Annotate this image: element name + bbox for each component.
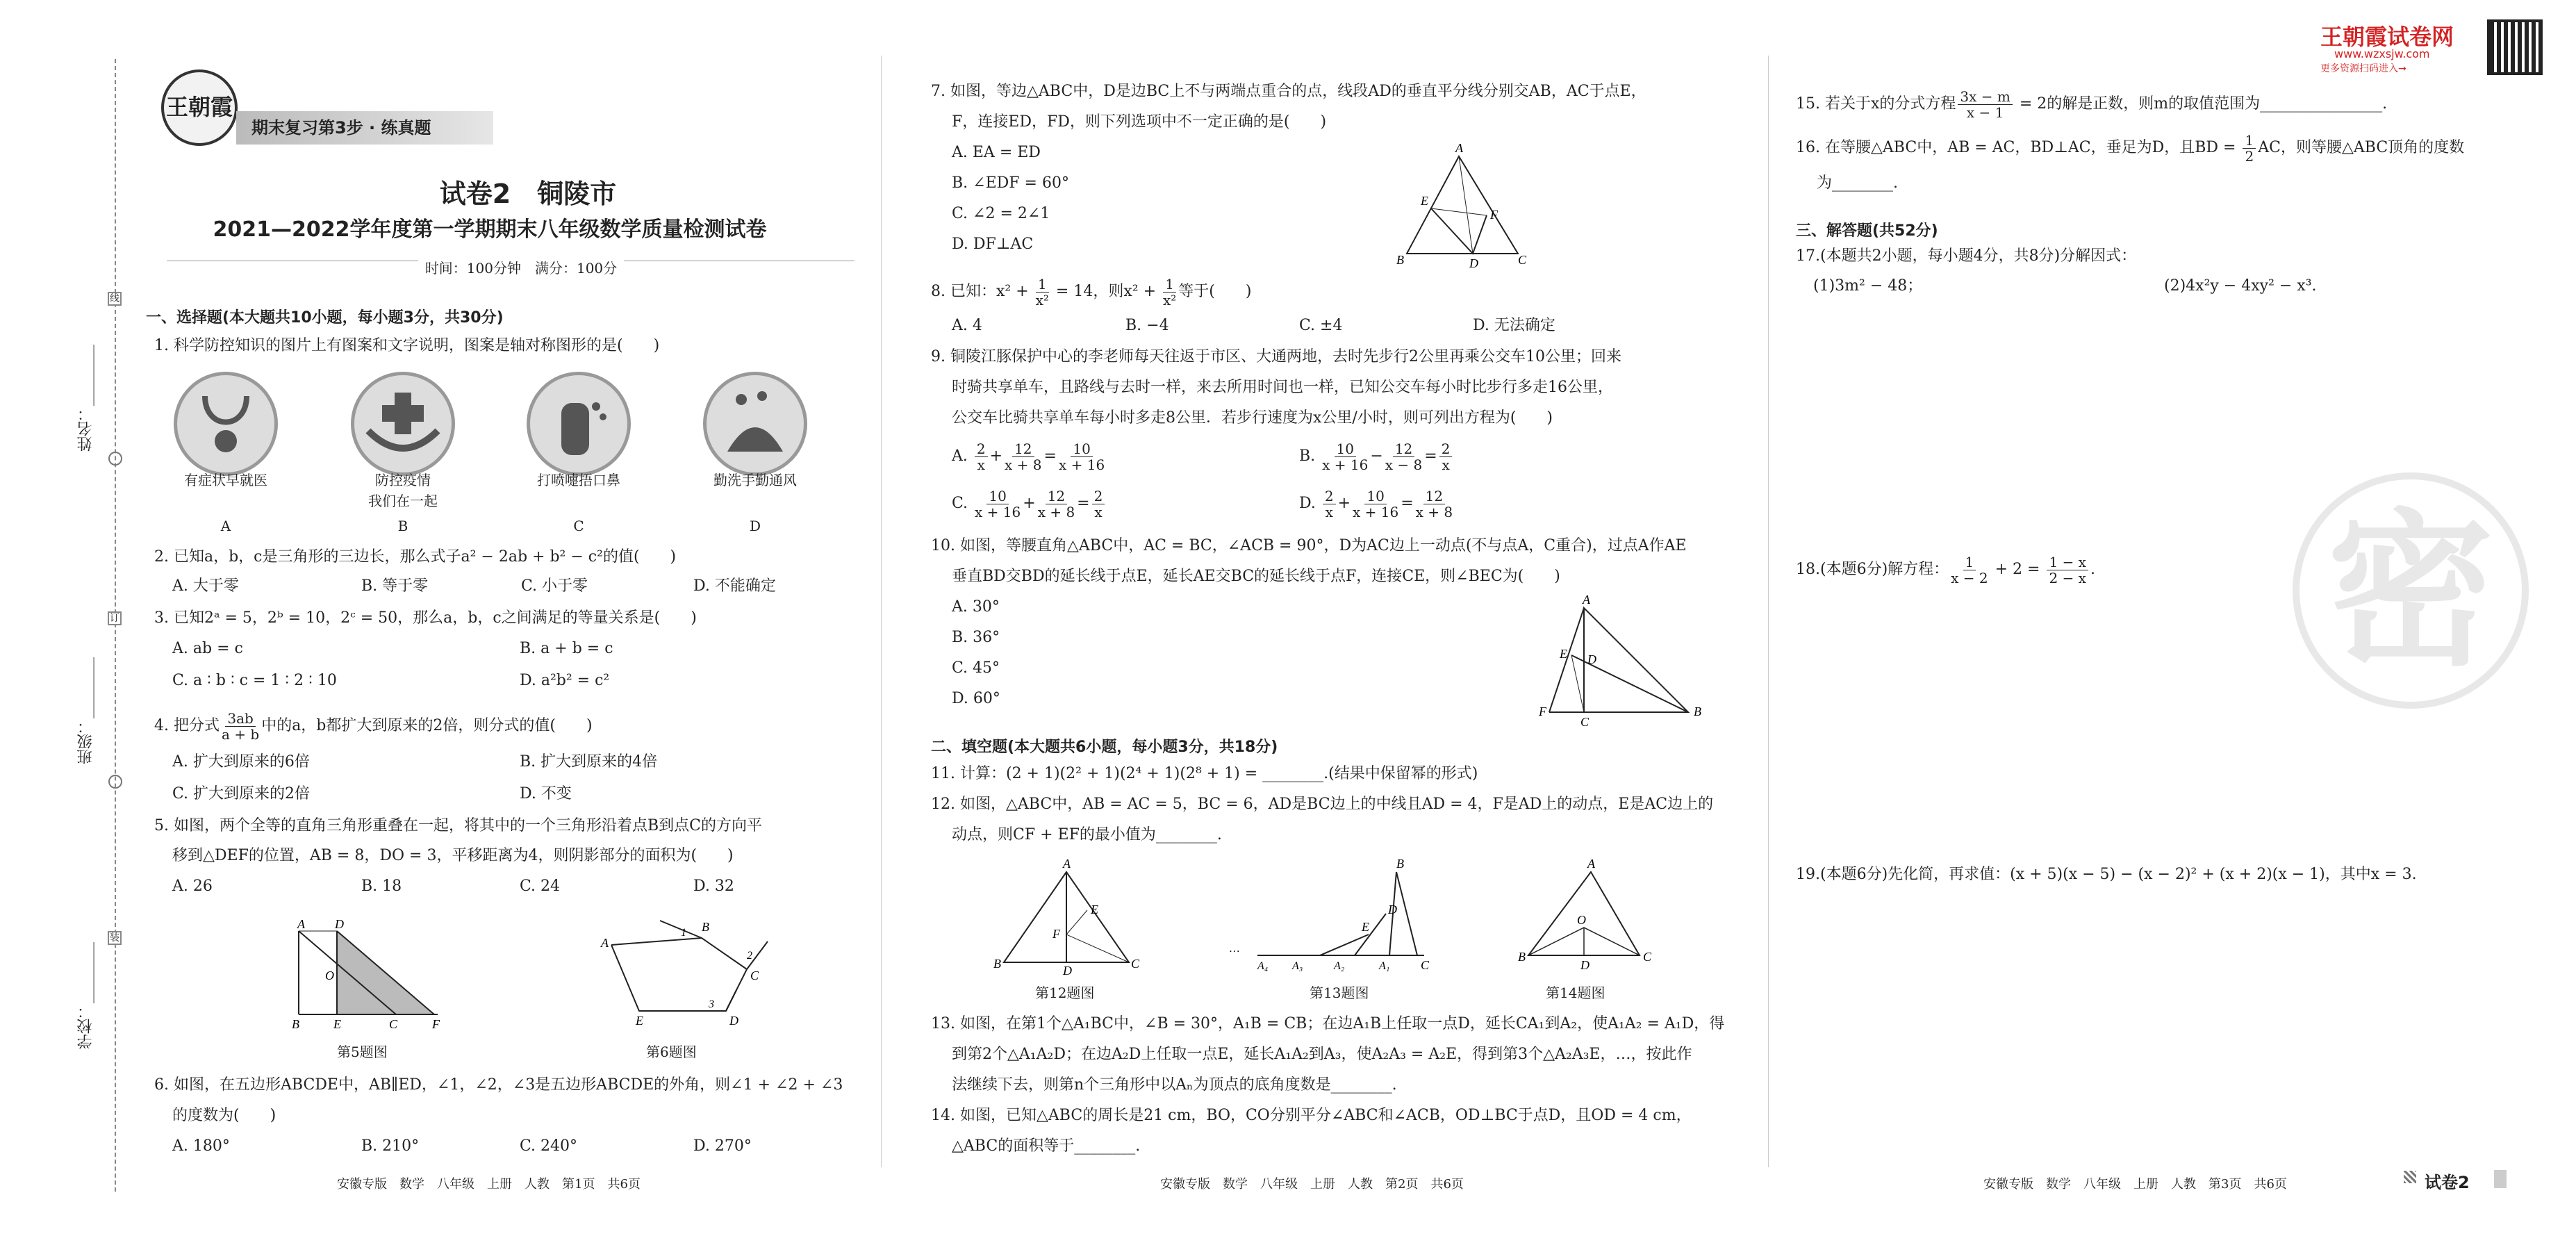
q8-opt: D. 无法确定 [1473, 317, 1555, 334]
q6-opt: A. 180° [172, 1137, 230, 1155]
q14-caption: 第14题图 [1546, 985, 1605, 1001]
q4-opt: D. 不变 [520, 785, 572, 802]
q6-opt: C. 240° [520, 1137, 578, 1155]
q5-opt: B. 18 [361, 878, 402, 895]
q9-text: 公交车比骑共享单车每小时多走8公里．若步行速度为x公里/小时，则可列出方程为( ) [952, 409, 1553, 427]
q3-opt: D. a²b² = c² [520, 672, 610, 689]
footer-page-3: 安徽专版 数学 八年级 上册 人教 第3页 共6页 [1983, 1177, 2287, 1192]
svg-text:A₃: A₃ [1292, 960, 1303, 972]
q1-opt-b: B [397, 518, 408, 534]
footer-mark-icon [2404, 1171, 2416, 1183]
q1-opt-a: A [220, 518, 231, 534]
q12-figure [990, 858, 1157, 976]
q10-opt: A. 30° [952, 598, 1000, 616]
q7-opt: B. ∠EDF = 60° [952, 174, 1069, 192]
svg-text:D: D [729, 1014, 738, 1028]
q8-opt: B. −4 [1125, 317, 1169, 334]
svg-text:O: O [1577, 913, 1586, 927]
name-field-label: 姓名：________ [77, 345, 94, 452]
svg-text:A₂: A₂ [1334, 960, 1345, 972]
svg-text:3: 3 [709, 998, 714, 1010]
svg-text:E: E [1091, 903, 1098, 916]
school-field-label: 学校：________ [77, 942, 94, 1049]
footer-tag: 试卷2 [2425, 1173, 2470, 1192]
svg-text:D: D [1580, 958, 1590, 972]
svg-text:B: B [1694, 705, 1701, 718]
svg-text:O: O [325, 969, 334, 982]
svg-text:F: F [1490, 208, 1498, 222]
q3-opt: A. ab = c [172, 640, 243, 657]
q7-opt: D. DF⊥AC [952, 236, 1034, 253]
svg-text:D: D [1469, 256, 1478, 270]
svg-text:B: B [1396, 858, 1404, 871]
section-3-title: 三、解答题(共52分) [1796, 222, 1938, 240]
q10-text: 垂直BD交BD的延长线于点E，延长AE交BC的延长线于点F，连接CE，则∠BEC为( ) [952, 568, 1560, 585]
svg-text:D: D [1587, 652, 1596, 666]
q1-label-b: 防控疫情 [375, 472, 431, 488]
paper-title: 试卷2 铜陵市 [439, 179, 617, 209]
q5-opt: D. 32 [693, 878, 734, 895]
q1-opt-c: C [573, 518, 584, 534]
q17-part-1: (1)3m² − 48； [1813, 277, 1923, 295]
q6-opt: B. 210° [361, 1137, 420, 1155]
q8-text: 8. 已知：x² + $\frac{1}{\text{x²}}$ = 14，则x² + $\frac{1}{\text{x²}}$ 等于( ) [931, 275, 1252, 308]
svg-text:A₄: A₄ [1257, 960, 1269, 972]
svg-text:D: D [1063, 964, 1072, 976]
q4-text: 4. 把分式 $\frac{3ab}{a + b}$ 中的a，b都扩大到原来的2倍，则分式的值( ) [154, 709, 593, 743]
q13-text: 到第2个△A₁A₂D；在边A₂D上任取一点E，延长A₁A₂到A₃，使A₂A₃ = A₂E，得到第3个△A₂A₃E，…，按此作 [952, 1046, 1692, 1063]
q5-opt: A. 26 [172, 878, 213, 895]
svg-text:B: B [993, 957, 1001, 971]
q15-text: 15. 若关于x的分式方程 $\frac{3x - m}{x - 1}$ = 2的解是正数，则m的取值范围为________________. [1796, 88, 2388, 121]
q5-text: 5. 如图，两个全等的直角三角形重叠在一起，将其中的一个三角形沿着点B到点C的方向平 [154, 817, 762, 834]
svg-text:C: C [1421, 958, 1430, 972]
handwash-icon [703, 372, 807, 476]
logo: 王朝霞 [161, 69, 238, 146]
q11-text: 11. 计算：(2 + 1)(2² + 1)(2⁴ + 1)(2⁸ + 1) = ________.(结果中保留幂的形式) [931, 765, 1478, 782]
q4-opt: A. 扩大到原来的6倍 [172, 753, 310, 771]
brand-url: www.wzxsjw.com [2334, 47, 2430, 60]
svg-text:E: E [1560, 647, 1567, 661]
q10-figure [1528, 594, 1702, 733]
q14-text: △ABC的面积等于________. [952, 1137, 1141, 1155]
q9-text: 时骑共享单车，且路线与去时一样，来去所用时间也一样，已知公交车每小时比步行多走16公里， [952, 379, 1613, 396]
footer-page-1: 安徽专版 数学 八年级 上册 人教 第1页 共6页 [337, 1177, 641, 1192]
svg-text:F: F [1539, 705, 1546, 718]
svg-text:C: C [750, 969, 759, 982]
brand-name: 王朝霞试卷网 [2320, 24, 2454, 50]
q7-opt: A. EA = ED [952, 144, 1041, 161]
exam-time: 时间：100分钟 满分：100分 [418, 260, 624, 277]
q3-text: 3. 已知2ᵃ = 5，2ᵇ = 10，2ᶜ = 50，那么a，b，c之间满足的等量关系是( ) [154, 609, 697, 627]
q4-opt: C. 扩大到原来的2倍 [172, 785, 311, 802]
svg-text:…: … [1230, 943, 1240, 955]
column-divider [881, 56, 882, 1167]
svg-text:1: 1 [681, 927, 686, 939]
q9-opt-b: B. $\frac{10}{x + 16}$ − $\frac{12}{x - 8}$ = $\frac{2}{x}$ [1299, 439, 1454, 474]
q6-text: 6. 如图，在五边形ABCDE中，AB∥ED，∠1，∠2，∠3是五边形ABCDE的外角，则∠1 + ∠2 + ∠3 [154, 1076, 843, 1094]
q12-caption: 第12题图 [1035, 985, 1095, 1001]
q17-part-2: (2)4x²y − 4xy² − x³. [2164, 277, 2317, 295]
q10-opt: D. 60° [952, 690, 1000, 707]
q9-opt-c: C. $\frac{10}{x + 16}$ + $\frac{12}{x + 8}$ = $\frac{2}{x}$ [952, 486, 1107, 521]
q7-opt: C. ∠2 = 2∠1 [952, 205, 1050, 222]
q8-opt: A. 4 [952, 317, 982, 334]
q7-text: F，连接ED，FD，则下列选项中不一定正确的是( ) [952, 113, 1327, 131]
q16-text: 16. 在等腰△ABC中，AB = AC，BD⊥AC，垂足为D，且BD = $\frac{1}{2}$ AC，则等腰△ABC顶角的度数 [1796, 131, 2465, 165]
svg-text:C: C [1643, 950, 1652, 964]
q1-label-c: 打喷嚏捂口鼻 [537, 472, 620, 488]
svg-text:F: F [432, 1017, 440, 1028]
q5-figure [278, 917, 465, 1028]
svg-text:A: A [601, 936, 609, 950]
q6-opt: D. 270° [693, 1137, 752, 1155]
svg-text:D: D [335, 917, 344, 931]
q13-caption: 第13题图 [1310, 985, 1369, 1001]
svg-text:E: E [1421, 194, 1428, 208]
svg-text:B: B [292, 1017, 299, 1028]
svg-text:F: F [1052, 927, 1060, 941]
section-2-title: 二、填空题(本大题共6小题，每小题3分，共18分) [931, 739, 1278, 756]
q10-opt: C. 45° [952, 659, 1000, 677]
q1-opt-d: D [749, 518, 761, 534]
brand-sub: 更多资源扫码进入→ [2320, 63, 2406, 74]
q10-opt: B. 36° [952, 629, 1000, 646]
class-field-label: 班级：________ [77, 657, 94, 764]
qr-code-icon[interactable] [2487, 19, 2543, 75]
watermark-stamp: 密 [2293, 472, 2529, 709]
svg-text:B: B [702, 920, 709, 934]
q14-figure [1514, 858, 1653, 976]
q2-text: 2. 已知a，b，c是三角形的三边长，那么式子a² − 2ab + b² − c²的值( ) [154, 548, 677, 566]
binding-hole [108, 452, 122, 466]
q5-caption: 第5题图 [337, 1044, 388, 1060]
q1-label-a: 有症状早就医 [184, 472, 267, 488]
section-1-title: 一、选择题(本大题共10小题，每小题3分，共30分) [146, 309, 504, 327]
q4-opt: B. 扩大到原来的4倍 [520, 753, 658, 771]
svg-text:B: B [1396, 253, 1404, 267]
svg-text:C: C [389, 1017, 398, 1028]
q2-opt: D. 不能确定 [693, 577, 776, 595]
stethoscope-icon [174, 372, 278, 476]
q1-label-b2: 我们在一起 [368, 493, 438, 509]
q10-text: 10. 如图，等腰直角△ABC中，AC = BC，∠ACB = 90°，D为AC边上一动点(不与点A，C重合)，过点A作AE [931, 537, 1687, 554]
q2-opt: A. 大于零 [172, 577, 239, 595]
svg-text:2: 2 [747, 950, 752, 962]
q5-opt: C. 24 [520, 878, 561, 895]
q14-text: 14. 如图，已知△ABC的周长是21 cm，BO，CO分别平分∠ABC和∠ACB，OD⊥BC于点D，且OD = 4 cm， [931, 1107, 1692, 1124]
q7-text: 7. 如图，等边△ABC中，D是边BC上不与两端点重合的点，线段AD的垂直平分线分别交AB，AC于点E， [931, 83, 1646, 100]
svg-text:E: E [1362, 920, 1369, 934]
svg-text:A₁: A₁ [1379, 960, 1390, 972]
svg-text:B: B [1518, 950, 1526, 964]
svg-text:D: D [1388, 903, 1397, 916]
q18-text: 18.(本题6分)解方程： $\frac{1}{x - 2}$ + 2 = $\frac{1 - x}{2 - x}$ . [1796, 553, 2095, 586]
q3-opt: C. a ∶ b ∶ c = 1 ∶ 2 ∶ 10 [172, 672, 337, 689]
svg-text:E: E [636, 1014, 643, 1028]
q8-opt: C. ±4 [1299, 317, 1343, 334]
q6-caption: 第6题图 [646, 1044, 697, 1060]
q9-opt-a: A. $\frac{2}{x}$ + $\frac{12}{x + 8}$ = $\frac{10}{x + 16}$ [952, 440, 1105, 473]
q1-text: 1. 科学防控知识的图片上有图案和文字说明，图案是轴对称图形的是( ) [154, 337, 660, 354]
q1-label-d: 勤洗手勤通风 [713, 472, 797, 488]
section-badge: 期末复习第3步 · 练真题 [236, 111, 493, 145]
svg-text:C: C [1131, 957, 1140, 971]
paper-subtitle: 2021—2022学年度第一学期期末八年级数学质量检测试卷 [213, 217, 767, 242]
q6-text: 的度数为( ) [172, 1107, 276, 1124]
sneeze-icon [527, 372, 631, 476]
hands-cross-icon [351, 372, 455, 476]
q5-text: 移到△DEF的位置，AB = 8，DO = 3，平移距离为4，则阴影部分的面积为( ) [172, 847, 734, 864]
q13-text: 法继续下去，则第n个三角形中以Aₙ为顶点的底角度数是________. [952, 1076, 1397, 1094]
q16-text: 为________. [1817, 174, 1898, 192]
q2-opt: C. 小于零 [521, 577, 588, 595]
svg-text:A: A [1455, 142, 1463, 155]
q9-text: 9. 铜陵江豚保护中心的李老师每天往返于市区、大通两地，去时先步行2公里再乘公交车10公里；回来 [931, 348, 1621, 365]
q9-opt-d: D. $\frac{2}{x}$ + $\frac{10}{x + 16}$ = $\frac{12}{x + 8}$ [1299, 487, 1453, 520]
q12-text: 动点，则CF + EF的最小值为________. [952, 826, 1222, 843]
svg-text:E: E [333, 1017, 341, 1028]
q6-figure [597, 907, 792, 1032]
q19-text: 19.(本题6分)先化简，再求值：(x + 5)(x − 5) − (x − 2)² + (x + 2)(x − 1)，其中x = 3. [1796, 866, 2417, 883]
q13-figure [1230, 858, 1438, 976]
binding-mark-1: 线 [108, 292, 122, 306]
q13-text: 13. 如图，在第1个△A₁BC中，∠B = 30°，A₁B = CB；在边A₁B上任取一点D，延长CA₁到A₂，使A₁A₂ = A₁D，得 [931, 1015, 1725, 1032]
binding-hole [108, 775, 122, 789]
q12-text: 12. 如图，△ABC中，AB = AC = 5，BC = 6，AD是BC边上的中线且AD = 4，F是AD上的动点，E是AC边上的 [931, 796, 1714, 813]
svg-text:C: C [1580, 715, 1590, 729]
binding-mark-2: 订 [108, 611, 122, 625]
svg-text:A: A [1063, 858, 1071, 871]
svg-text:A: A [297, 917, 305, 931]
q17-text: 17.(本题共2小题，每小题4分，共8分)分解因式： [1796, 247, 2137, 265]
q2-opt: B. 等于零 [361, 577, 429, 595]
q3-opt: B. a + b = c [520, 640, 613, 657]
q7-figure [1389, 142, 1542, 274]
svg-text:C: C [1518, 253, 1527, 267]
svg-text:A: A [1583, 594, 1590, 607]
footer-page-2: 安徽专版 数学 八年级 上册 人教 第2页 共6页 [1160, 1177, 1464, 1192]
column-divider [1768, 56, 1769, 1167]
svg-text:A: A [1587, 858, 1595, 871]
binding-mark-3: 装 [108, 931, 122, 945]
